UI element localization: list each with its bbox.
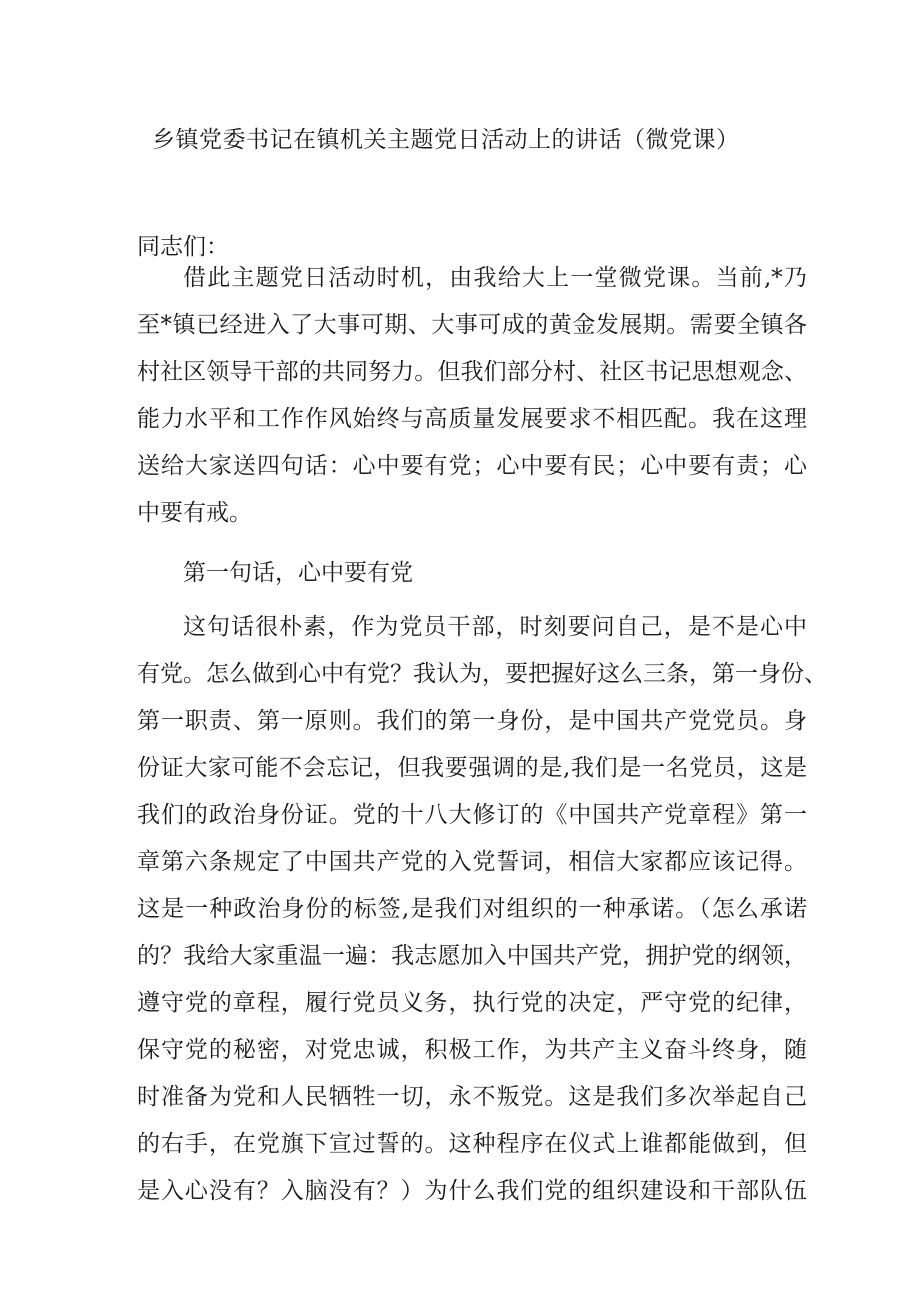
document-title: 乡镇党委书记在镇机关主题党日活动上的讲话（微党课） (152, 127, 740, 153)
paragraph-line: 份证大家可能不会忘记，但我要强调的是,我们是一名党员，这是 (137, 755, 807, 781)
paragraph-line: 遵守党的章程，履行党员义务，执行党的决定，严守党的纪律， (137, 990, 807, 1016)
paragraph-line: 这是一种政治身份的标签,是我们对组织的一种承诺。（怎么承诺 (137, 896, 807, 922)
paragraph-line: 村社区领导干部的共同努力。但我们部分村、社区书记思想观念、 (137, 359, 807, 385)
intro-paragraph (137, 255, 807, 537)
paragraph-line: 时准备为党和人民牺牲一切，永不叛党。这是我们多次举起自己 (137, 1084, 807, 1110)
paragraph-line: 能力水平和工作作风始终与高质量发展要求不相匹配。我在这理 (137, 406, 807, 432)
section1-paragraph (137, 604, 827, 1215)
section-heading: 第一句话，心中要有党 (183, 560, 413, 586)
paragraph-line: 这句话很朴素，作为党员干部，时刻要问自己，是不是心中 (183, 614, 807, 640)
paragraph-line: 有党。怎么做到心中有党？我认为，要把握好这么三条，第一身份、 (137, 661, 827, 687)
paragraph-line: 我们的政治身份证。党的十八大修订的《中国共产党章程》第一 (137, 802, 807, 828)
paragraph-line: 第一职责、第一原则。我们的第一身份，是中国共产党党员。身 (137, 708, 807, 734)
salutation: 同志们： (137, 234, 229, 260)
paragraph-line: 借此主题党日活动时机，由我给大上一堂微党课。当前,*乃 (183, 265, 807, 291)
paragraph-line: 至*镇已经进入了大事可期、大事可成的黄金发展期。需要全镇各 (137, 312, 807, 338)
paragraph-line: 的？我给大家重温一遍：我志愿加入中国共产党，拥护党的纲领， (137, 943, 807, 969)
paragraph-line: 是入心没有？入脑没有？）为什么我们党的组织建设和干部队伍 (137, 1178, 807, 1204)
paragraph-line: 的右手，在党旗下宣过誓的。这种程序在仪式上谁都能做到，但 (137, 1131, 807, 1157)
paragraph-line: 送给大家送四句话：心中要有党；心中要有民；心中要有责；心 (137, 453, 807, 479)
paragraph-line: 章第六条规定了中国共产党的入党誓词，相信大家都应该记得。 (137, 849, 807, 875)
paragraph-line: 保守党的秘密，对党忠诚，积极工作，为共产主义奋斗终身，随 (137, 1037, 807, 1063)
paragraph-line: 中要有戒。 (137, 500, 252, 526)
